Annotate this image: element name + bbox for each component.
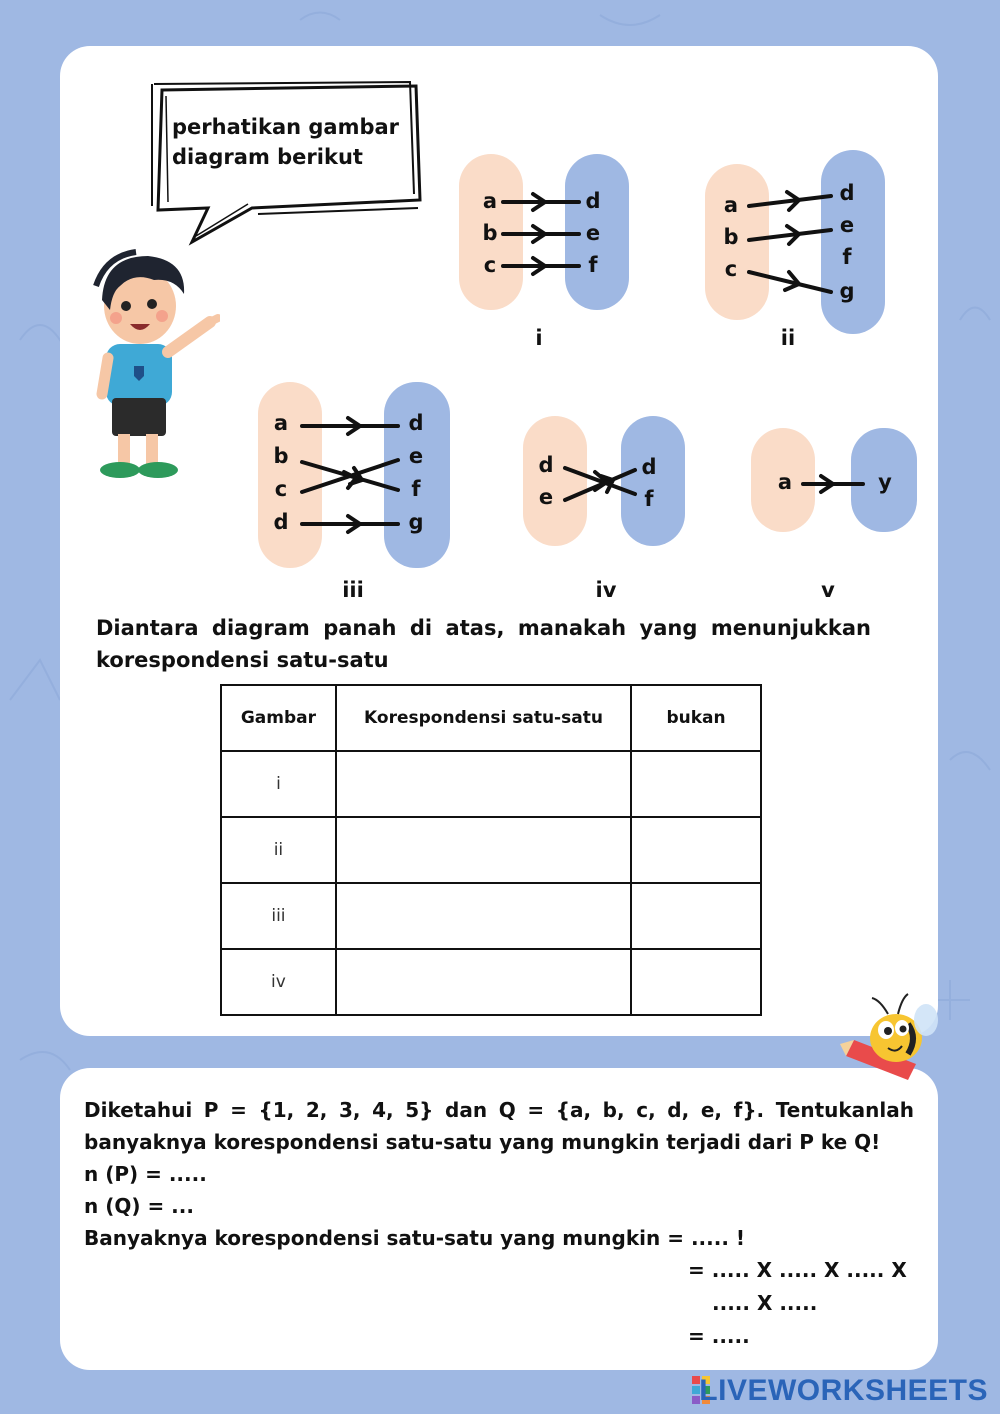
answer-cell-bukan[interactable] [631, 883, 761, 949]
table-row [221, 817, 761, 883]
liveworksheets-brand: LIVEWORKSHEETS [699, 1374, 988, 1407]
label-iii-d: d [273, 510, 289, 534]
table-row [221, 883, 761, 949]
diagram-label-v: v [821, 578, 835, 602]
answer-cell-korespondensi[interactable] [336, 949, 631, 1015]
arrows-i [459, 154, 629, 310]
arrows-iv [523, 416, 685, 546]
row-label: iv [221, 949, 336, 1015]
bubble-line-2: diagram berikut [172, 145, 363, 169]
boy-illustration [80, 248, 220, 484]
speech-bubble-text [172, 112, 399, 172]
label-ii-b: b [723, 225, 739, 249]
table-row [221, 751, 761, 817]
label-iii-a: a [273, 411, 289, 435]
bubble-line-1: perhatikan gambar [172, 115, 400, 139]
label-i-c: c [483, 253, 497, 277]
row-label: ii [221, 817, 336, 883]
header-bukan: bukan [631, 685, 761, 751]
diagram-label-iv: iv [595, 578, 617, 602]
answer-table [220, 684, 762, 1016]
label-v-y: y [878, 470, 892, 494]
table-header-row [221, 685, 761, 751]
n-p-line: n (P) = ..... [84, 1162, 207, 1186]
label-ii-f: f [842, 245, 852, 269]
calc-line-1: = ..... X ..... X ..... X [688, 1258, 907, 1282]
label-ii-a: a [723, 193, 739, 217]
calc-line-3: = ..... [688, 1324, 750, 1348]
label-i-d: d [585, 189, 601, 213]
diagram-label-ii: ii [780, 326, 796, 350]
label-i-b: b [482, 221, 498, 245]
arrows-iii [258, 382, 450, 568]
question-text: Diantara diagram panah di atas, manakah yang menunjukkan korespondensi satu-satu [96, 616, 871, 672]
arrows-ii [705, 150, 885, 334]
label-iii-rf: f [411, 477, 421, 501]
answer-cell-bukan[interactable] [631, 751, 761, 817]
label-ii-g: g [839, 279, 855, 303]
arrow-diagram-iii [258, 382, 450, 568]
problem-section [84, 1094, 914, 1254]
label-i-e: e [585, 221, 601, 245]
header-gambar: Gambar [221, 685, 336, 751]
arrows-v [751, 428, 917, 532]
table-row [221, 949, 761, 1015]
label-iii-rg: g [408, 510, 424, 534]
label-iii-rd: d [408, 411, 424, 435]
label-ii-c: c [724, 257, 738, 281]
answer-cell-korespondensi[interactable] [336, 883, 631, 949]
answer-cell-korespondensi[interactable] [336, 751, 631, 817]
n-q-line: n (Q) = ... [84, 1194, 194, 1218]
diagram-label-i: i [535, 326, 543, 350]
row-label: i [221, 751, 336, 817]
bee-pencil-illustration [838, 990, 948, 1090]
arrow-diagram-i [459, 154, 629, 310]
calc-line-2: ..... X ..... [712, 1291, 818, 1315]
label-iv-rf: f [644, 487, 654, 511]
arrow-diagram-ii [705, 150, 885, 334]
label-iv-d: d [538, 453, 554, 477]
count-line: Banyaknya korespondensi satu-satu yang mungkin = ..... ! [84, 1226, 746, 1250]
label-ii-d: d [839, 181, 855, 205]
label-iii-re: e [408, 444, 424, 468]
problem-statement: Diketahui P = {1, 2, 3, 4, 5} dan Q = {a, b, c, d, e, f}. Tentukanlah banyaknya korespondensi satu-satu yang mungkin terjadi dari P ke Q! [84, 1098, 914, 1154]
label-iii-c: c [274, 477, 288, 501]
arrow-diagram-v [751, 428, 917, 532]
label-i-a: a [482, 189, 498, 213]
diagram-label-iii: iii [342, 578, 364, 602]
arrow-diagram-iv [523, 416, 685, 546]
answer-cell-korespondensi[interactable] [336, 817, 631, 883]
answer-cell-bukan[interactable] [631, 949, 761, 1015]
label-ii-e: e [839, 213, 855, 237]
label-v-a: a [777, 470, 793, 494]
label-iv-rd: d [641, 455, 657, 479]
answer-cell-bukan[interactable] [631, 817, 761, 883]
label-iii-b: b [273, 444, 289, 468]
row-label: iii [221, 883, 336, 949]
header-korespondensi: Korespondensi satu-satu [336, 685, 631, 751]
label-iv-e: e [538, 485, 554, 509]
label-i-f: f [588, 253, 598, 277]
